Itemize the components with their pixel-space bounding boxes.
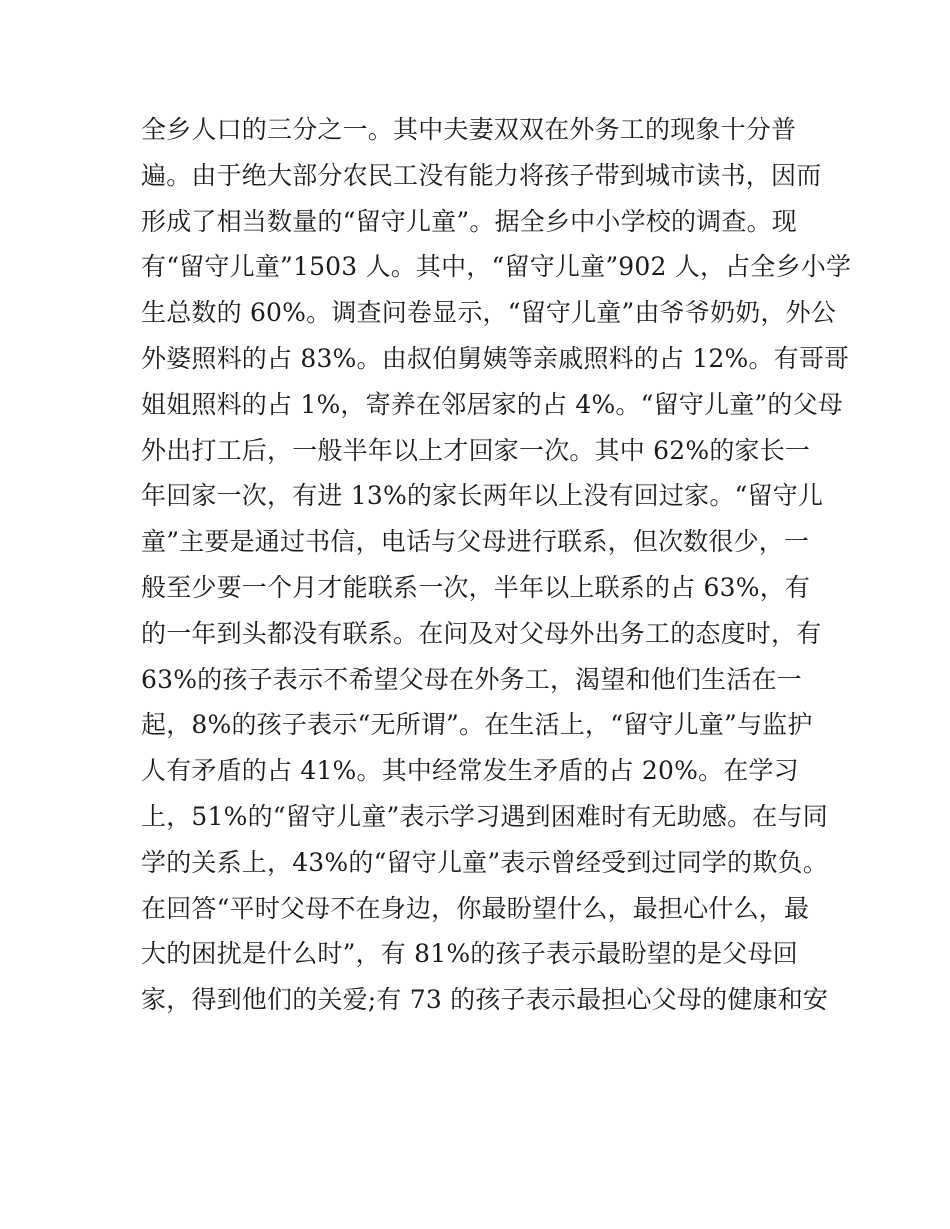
text-line: 遍。由于绝大部分农民工没有能力将孩子带到城市读书，因而 [141, 160, 822, 190]
text-line: 有“留守儿童”1503 人。其中，“留守儿童”902 人，占全乡小学 [141, 252, 852, 282]
text-line: 外婆照料的占 83%。由叔伯舅姨等亲戚照料的占 12%。有哥哥 [141, 343, 850, 373]
text-line: 童”主要是通过书信，电话与父母进行联系，但次数很少，一 [141, 527, 810, 557]
text-line: 外出打工后，一般半年以上才回家一次。其中 62%的家长一 [141, 435, 811, 465]
text-line: 在回答“平时父母不在身边，你最盼望什么，最担心什么，最 [141, 893, 810, 923]
text-line: 姐姐照料的占 1%，寄养在邻居家的占 4%。“留守儿童”的父母 [141, 389, 843, 419]
text-line: 起，8%的孩子表示“无所谓”。在生活上，“留守儿童”与监护 [141, 710, 813, 740]
text-line: 全乡人口的三分之一。其中夫妻双双在外务工的现象十分普 [141, 115, 797, 144]
text-line: 63%的孩子表示不希望父母在外务工，渴望和他们生活在一 [141, 664, 802, 694]
text-line: 上，51%的“留守儿童”表示学习遇到困难时有无助感。在与同 [141, 801, 828, 831]
text-line: 年回家一次，有进 13%的家长两年以上没有回过家。“留守儿 [141, 481, 824, 511]
body-text [141, 107, 852, 1023]
text-line: 形成了相当数量的“留守儿童”。据全乡中小学校的调查。现 [141, 206, 797, 236]
text-line: 大的困扰是什么时”，有 81%的孩子表示最盼望的是父母回 [141, 939, 798, 969]
text-line: 般至少要一个月才能联系一次，半年以上联系的占 63%，有 [141, 572, 811, 602]
text-line: 的一年到头都没有联系。在问及对父母外出务工的态度时，有 [141, 618, 822, 648]
text-line: 学的关系上，43%的“留守儿童”表示曾经受到过同学的欺负。 [141, 847, 828, 877]
text-line: 家，得到他们的关爱;有 73 的孩子表示最担心父母的健康和安 [141, 985, 829, 1015]
text-line: 生总数的 60%。调查问卷显示，“留守儿童”由爷爷奶奶，外公 [141, 298, 837, 328]
text-line: 人有矛盾的占 41%。其中经常发生矛盾的占 20%。在学习 [141, 756, 799, 786]
